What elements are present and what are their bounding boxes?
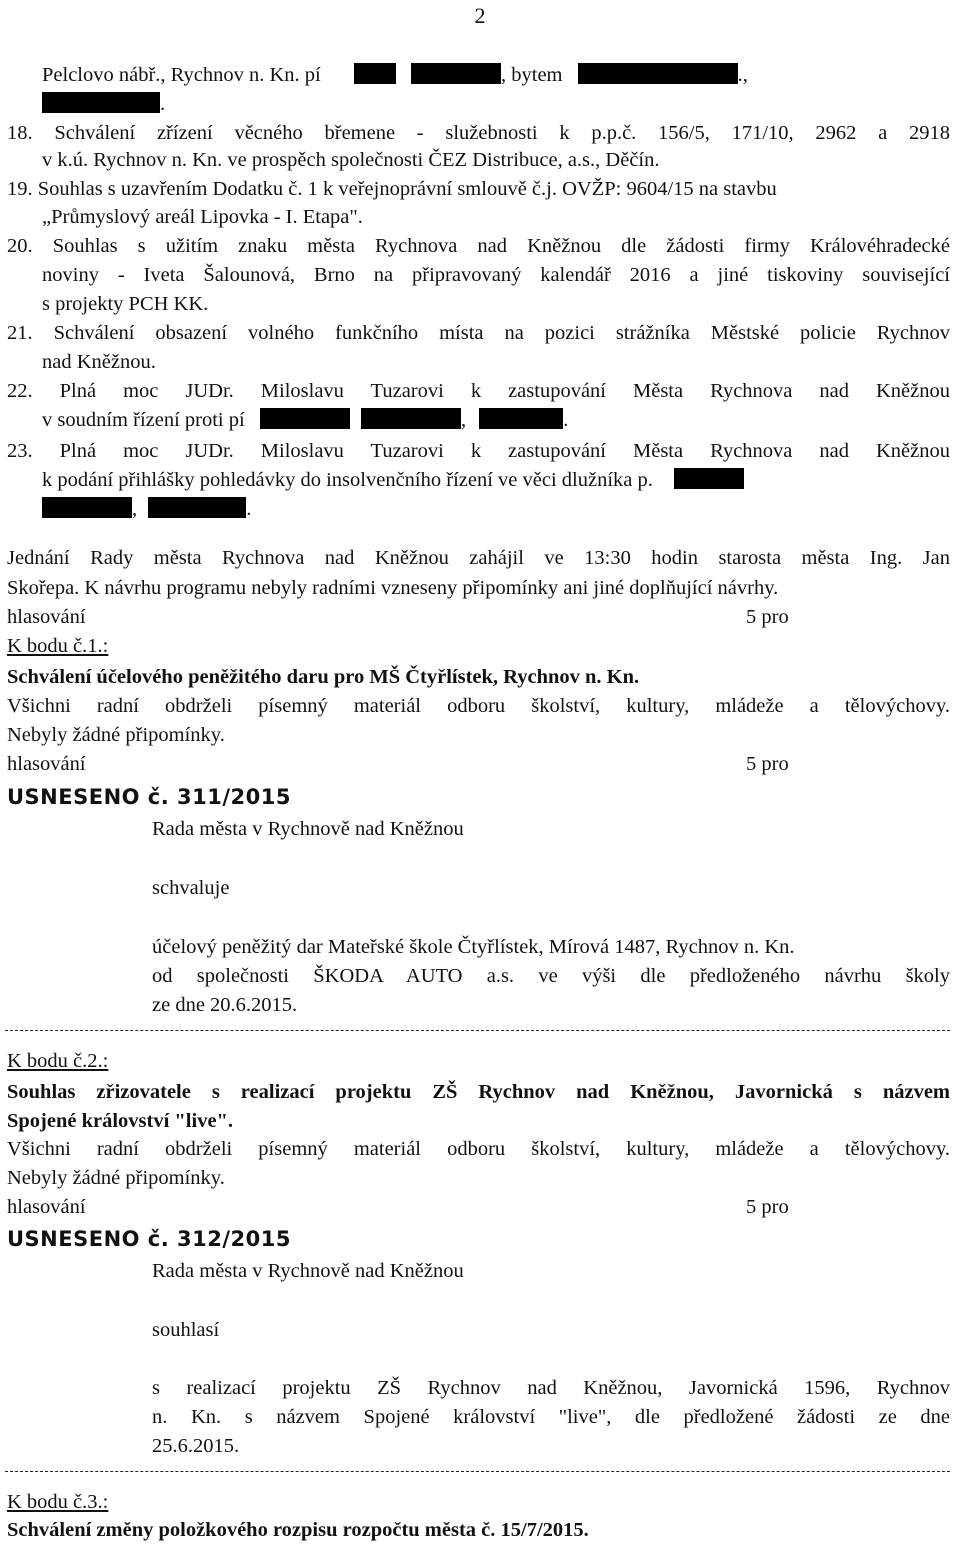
agenda-text: Pelclovo nábř., Rychnov n. Kn. pí — [42, 64, 321, 86]
agenda-text: , — [460, 409, 467, 431]
redaction-block — [674, 468, 744, 489]
vote-label: hlasování — [7, 753, 86, 775]
vote-value: 5 pro — [746, 753, 789, 775]
point-title: Schválení změny položkového rozpisu rozpočtu města č. 15/7/2015. — [7, 1519, 589, 1541]
agenda-item-20-cont: s projekty PCH KK. — [42, 293, 209, 315]
agenda-item-23-cont — [42, 497, 251, 521]
point-description: Všichni radní obdrželi písemný materiál odboru školství, kultury, mládeže a tělovýchovy. — [7, 695, 950, 717]
resolution-verb: schvaluje — [152, 877, 230, 899]
resolution-body: Rada města v Rychnově nad Kněžnou — [152, 1260, 464, 1282]
resolution-text: účelový peněžitý dar Mateřské škole Čtyřlístek, Mírová 1487, Rychnov n. Kn. — [152, 936, 795, 958]
point-description: Nebyly žádné připomínky. — [7, 1167, 225, 1189]
agenda-item-18-cont: v k.ú. Rychnov n. Kn. ve prospěch společnosti ČEZ Distribuce, a.s., Děčín. — [42, 149, 660, 171]
redaction-block — [42, 497, 132, 518]
resolution-body: Rada města v Rychnově nad Kněžnou — [152, 818, 464, 840]
redaction-block — [411, 63, 501, 84]
redaction-block — [148, 497, 246, 518]
agenda-item-20: 20. Souhlas s užitím znaku města Rychnova nad Kněžnou dle žádosti firmy Královéhradecké — [7, 235, 950, 257]
resolution-text: ze dne 20.6.2015. — [152, 994, 298, 1016]
agenda-text: k podání přihlášky pohledávky do insolvenčního řízení ve věci dlužníka p. — [42, 469, 653, 491]
resolution-text: n. Kn. s názvem Spojené království "live", dle předložené žádosti ze dne — [152, 1406, 950, 1428]
redaction-block — [42, 92, 160, 113]
point-description: Nebyly žádné připomínky. — [7, 724, 225, 746]
agenda-line — [42, 92, 165, 116]
vote-value: 5 pro — [746, 606, 789, 628]
separator-line — [5, 1471, 950, 1472]
agenda-text: . — [563, 409, 569, 431]
redaction-block — [260, 408, 350, 429]
redaction-block — [479, 408, 563, 429]
agenda-text: . — [160, 93, 166, 115]
point-heading: K bodu č.1.: — [7, 635, 109, 657]
opening-text: Skořepa. K návrhu programu nebyly radními vzneseny připomínky ani jiné doplňující návrhy. — [7, 577, 779, 599]
point-title: Souhlas zřizovatele s realizací projektu ZŠ Rychnov nad Kněžnou, Javornická s názvem — [7, 1081, 950, 1103]
agenda-text: ., — [737, 64, 748, 86]
agenda-item-19: 19. Souhlas s uzavřením Dodatku č. 1 k veřejnoprávní smlouvě č.j. OVŽP: 9604/15 na stavbu — [7, 178, 777, 200]
redaction-block — [578, 63, 738, 84]
agenda-item-23: 23. Plná moc JUDr. Miloslavu Tuzarovi k zastupování Města Rychnova nad Kněžnou — [7, 440, 950, 462]
agenda-item-23-cont — [42, 468, 950, 492]
agenda-text: , — [132, 498, 138, 520]
agenda-text: v soudním řízení proti pí — [42, 409, 245, 431]
redaction-block — [354, 63, 396, 84]
point-title: Spojené království "live". — [7, 1110, 234, 1132]
resolution-verb: souhlasí — [152, 1319, 220, 1341]
agenda-item-18: 18. Schválení zřízení věcného břemene - služebnosti k p.p.č. 156/5, 171/10, 2962 a 2918 — [7, 122, 950, 144]
agenda-item-19-cont: „Průmyslový areál Lipovka - I. Etapa". — [42, 206, 363, 228]
agenda-item-22: 22. Plná moc JUDr. Miloslavu Tuzarovi k zastupování Města Rychnova nad Kněžnou — [7, 380, 950, 402]
agenda-item-21: 21. Schválení obsazení volného funkčního místa na pozici strážníka Městské policie Rychnov — [7, 322, 950, 344]
agenda-line — [42, 63, 748, 87]
resolution-text: od společnosti ŠKODA AUTO a.s. ve výši dle předloženého návrhu školy — [152, 965, 950, 987]
point-description: Všichni radní obdrželi písemný materiál odboru školství, kultury, mládeže a tělovýchovy. — [7, 1138, 950, 1160]
vote-label: hlasování — [7, 606, 86, 628]
vote-label: hlasování — [7, 1196, 86, 1218]
page-number: 2 — [474, 3, 486, 28]
agenda-item-21-cont: nad Kněžnou. — [42, 351, 156, 373]
vote-value: 5 pro — [746, 1196, 789, 1218]
resolution-number: USNESENO č. 311/2015 — [7, 785, 291, 809]
agenda-item-22-cont — [42, 408, 568, 432]
resolution-text: 25.6.2015. — [152, 1435, 240, 1457]
agenda-text: , bytem — [501, 64, 563, 86]
agenda-item-20-cont: noviny - Iveta Šalounová, Brno na připravovaný kalendář 2016 a jiné tiskoviny související — [42, 264, 950, 286]
resolution-text: s realizací projektu ZŠ Rychnov nad Kněžnou, Javornická 1596, Rychnov — [152, 1377, 950, 1399]
point-heading: K bodu č.3.: — [7, 1491, 109, 1513]
separator-line — [5, 1030, 950, 1031]
redaction-block — [361, 408, 461, 429]
resolution-number: USNESENO č. 312/2015 — [7, 1227, 291, 1251]
opening-text: Jednání Rady města Rychnova nad Kněžnou zahájil ve 13:30 hodin starosta města Ing. Jan — [7, 547, 950, 569]
point-heading: K bodu č.2.: — [7, 1050, 109, 1072]
agenda-text: . — [246, 498, 252, 520]
point-title: Schválení účelového peněžitého daru pro MŠ Čtyřlístek, Rychnov n. Kn. — [7, 666, 640, 688]
